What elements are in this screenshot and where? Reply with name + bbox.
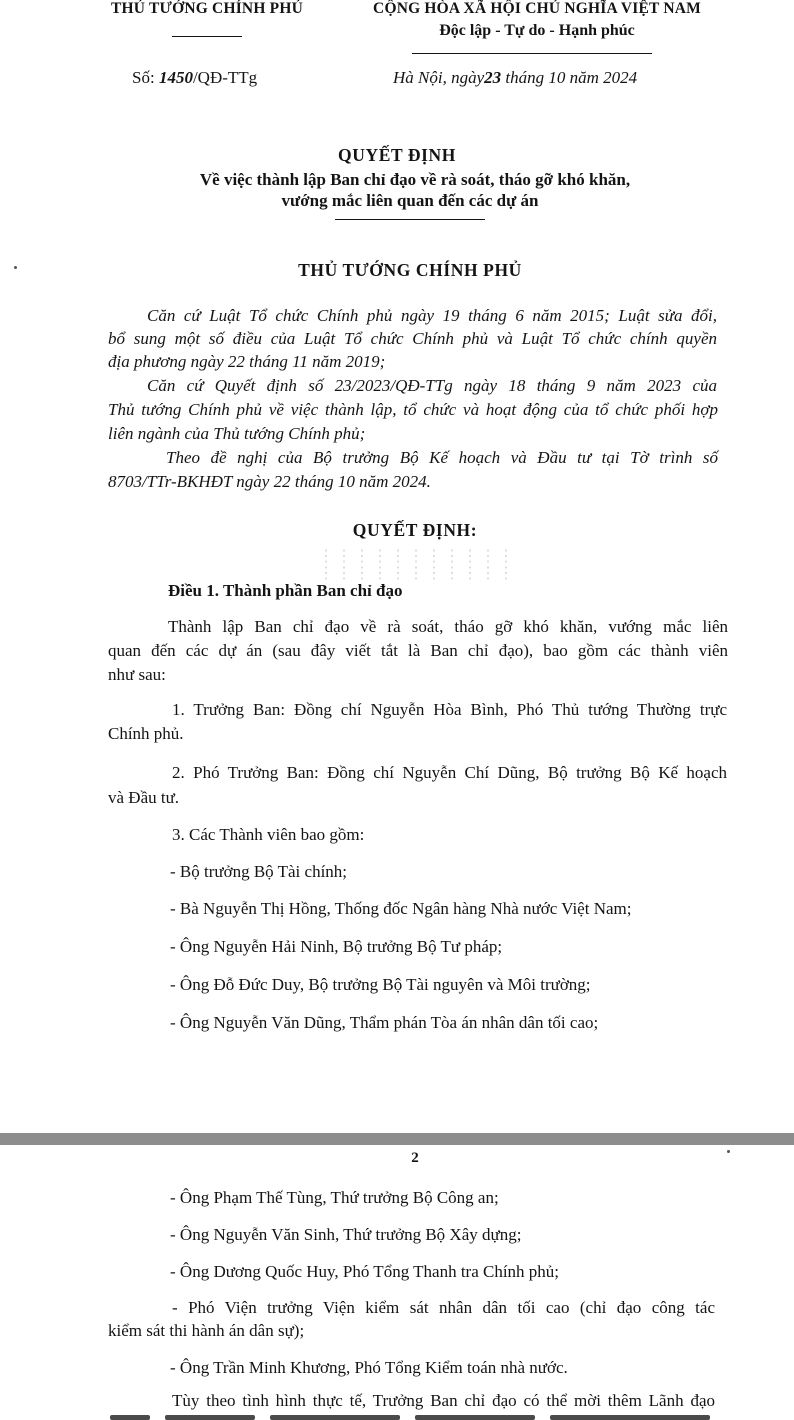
- scan-speck: [727, 1150, 730, 1153]
- bleed-through-mark: ⋮⋮⋮⋮⋮⋮⋮⋮⋮⋮⋮: [318, 548, 516, 565]
- document-date: [393, 68, 637, 88]
- scan-speck: [14, 266, 17, 269]
- page-separator: [0, 1133, 794, 1145]
- decision-title: QUYẾT ĐỊNH: [338, 145, 456, 165]
- number-suffix: /QĐ-TTg: [192, 68, 258, 87]
- document-page-2: [0, 1145, 794, 1420]
- preamble-line: 8703/TTr-BKHĐT ngày 22 tháng 10 năm 2024.: [108, 472, 431, 491]
- audit-line: - Ông Trần Minh Khương, Phó Tổng Kiểm toán nhà nước.: [170, 1358, 568, 1377]
- preamble-line: bổ sung một số điều của Luật Tổ chức Chính phủ và Luật Tổ chức chính quyền: [108, 329, 717, 348]
- member-item: - Bộ trưởng Bộ Tài chính;: [170, 862, 348, 881]
- issuing-authority: THỦ TƯỚNG CHÍNH PHỦ: [298, 260, 522, 280]
- national-motto: Độc lập - Tự do - Hạnh phúc: [439, 22, 635, 39]
- motto-underline: [412, 53, 652, 54]
- preamble-line: Thủ tướng Chính phủ về việc thành lập, tổ chức và hoạt động của tổ chức phối hợp: [108, 400, 718, 419]
- country-name: CỘNG HÒA XÃ HỘI CHỦ NGHĨA VIỆT NAM: [373, 0, 701, 17]
- decision-subject-line-1: Về việc thành lập Ban chỉ đạo về rà soát, tháo gỡ khó khăn,: [199, 170, 631, 189]
- head-of-board-line: 1. Trưởng Ban: Đồng chí Nguyễn Hòa Bình, Phó Thủ tướng Thường trực: [172, 700, 727, 719]
- article-1-title: Điều 1. Thành phần Ban chỉ đạo: [168, 581, 403, 600]
- date-day: 23: [484, 68, 502, 87]
- number-label: Số:: [132, 68, 155, 87]
- preamble-line: Căn cứ Luật Tổ chức Chính phủ ngày 19 tháng 6 năm 2015; Luật sửa đổi,: [147, 306, 717, 325]
- members-heading: 3. Các Thành viên bao gồm:: [172, 825, 365, 844]
- article-1-intro-line: quan đến các dự án (sau đây viết tắt là Ban chỉ đạo), bao gồm các thành viên: [108, 641, 728, 660]
- decision-heading: QUYẾT ĐỊNH:: [352, 520, 478, 540]
- deputy-head-line: và Đầu tư.: [108, 788, 180, 807]
- preamble-line: Căn cứ Quyết định số 23/2023/QĐ-TTg ngày 18 tháng 9 năm 2023 của: [147, 376, 717, 395]
- issuing-agency: THỦ TƯỚNG CHÍNH PHỦ: [111, 0, 303, 17]
- preamble-line: Theo đề nghị của Bộ trưởng Bộ Kế hoạch và Đầu tư tại Tờ trình số: [166, 448, 718, 467]
- number-value: 1450: [158, 68, 193, 87]
- title-underline: [335, 219, 485, 220]
- closing-line: Tùy theo tình hình thực tế, Trưởng Ban chỉ đạo có thể mời thêm Lãnh đạo: [172, 1391, 715, 1410]
- procuracy-line: - Phó Viện trưởng Viện kiểm sát nhân dân tối cao (chỉ đạo công tác: [172, 1298, 715, 1317]
- agency-underline: [172, 36, 242, 37]
- deputy-head-line: 2. Phó Trưởng Ban: Đồng chí Nguyễn Chí Dũng, Bộ trưởng Bộ Kế hoạch: [172, 763, 727, 782]
- member-item: - Ông Nguyễn Văn Dũng, Thẩm phán Tòa án nhân dân tối cao;: [170, 1013, 599, 1032]
- member-item: - Ông Nguyễn Hải Ninh, Bộ trưởng Bộ Tư pháp;: [170, 937, 503, 956]
- preamble-line: địa phương ngày 22 tháng 11 năm 2019;: [108, 352, 386, 371]
- member-item: - Ông Phạm Thế Tùng, Thứ trưởng Bộ Công an;: [170, 1188, 499, 1207]
- article-1-intro-line: Thành lập Ban chỉ đạo về rà soát, tháo gỡ khó khăn, vướng mắc liên: [168, 617, 728, 636]
- page-number: 2: [411, 1150, 419, 1166]
- date-prefix: Hà Nội, ngày: [393, 68, 485, 87]
- member-item: - Bà Nguyễn Thị Hồng, Thống đốc Ngân hàng Nhà nước Việt Nam;: [170, 899, 632, 918]
- cut-off-next-line: [0, 1408, 794, 1420]
- date-suffix: tháng 10 năm 2024: [501, 68, 638, 87]
- member-item: - Ông Dương Quốc Huy, Phó Tổng Thanh tra Chính phủ;: [170, 1262, 560, 1281]
- preamble-line: liên ngành của Thủ tướng Chính phủ;: [108, 424, 366, 443]
- article-1-intro-line: như sau:: [108, 665, 166, 684]
- decision-subject-line-2: vướng mắc liên quan đến các dự án: [281, 191, 539, 210]
- procuracy-line: kiểm sát thi hành án dân sự);: [108, 1321, 305, 1340]
- bleed-through-mark: ⋮⋮⋮⋮⋮⋮⋮⋮⋮⋮⋮: [318, 565, 516, 582]
- member-item: - Ông Đỗ Đức Duy, Bộ trưởng Bộ Tài nguyên và Môi trường;: [170, 975, 591, 994]
- member-item: - Ông Nguyễn Văn Sinh, Thứ trưởng Bộ Xây dựng;: [170, 1225, 522, 1244]
- document-number: [132, 68, 257, 88]
- head-of-board-line: Chính phủ.: [108, 724, 184, 743]
